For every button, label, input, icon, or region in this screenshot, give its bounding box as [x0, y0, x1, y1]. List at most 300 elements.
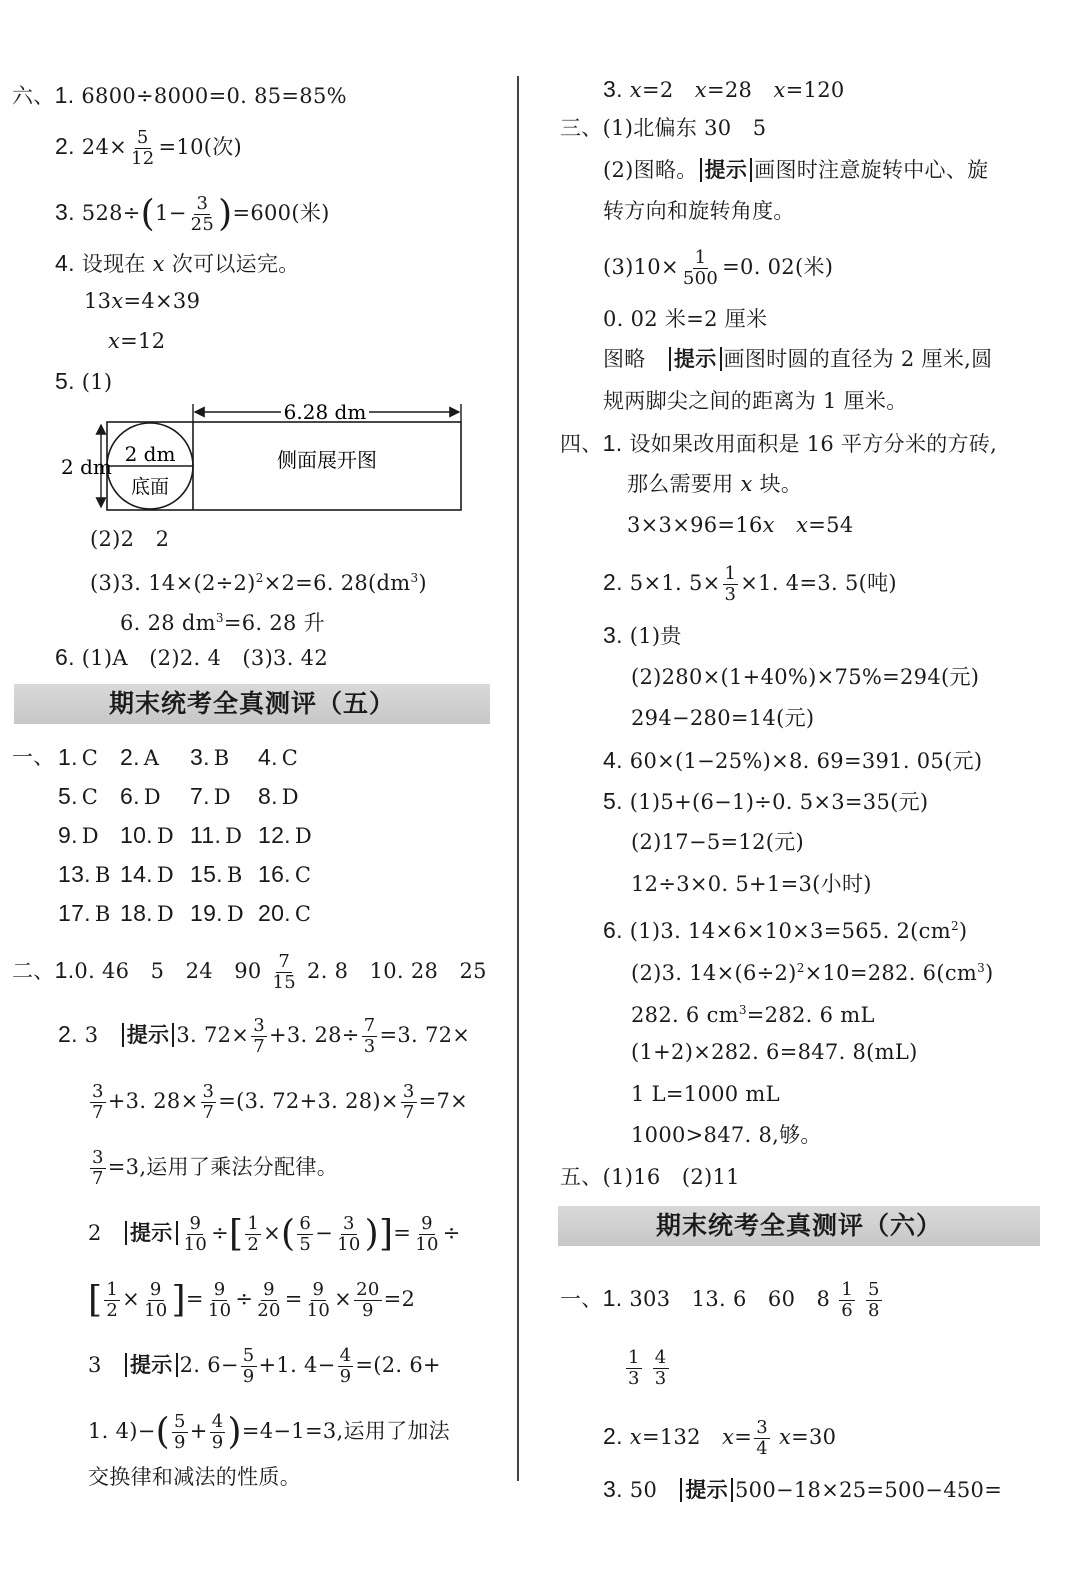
text: 6. 28 dm	[120, 611, 216, 635]
fraction: $\frac{4}{3}$	[654, 1347, 667, 1389]
q5-4	[120, 603, 325, 638]
fraction: $\frac{3}{7}$	[253, 1015, 265, 1057]
mc-answer	[190, 820, 242, 851]
q-number: 1.	[602, 430, 623, 456]
q-number: 2.	[58, 1021, 78, 1047]
q-number: 5.	[603, 788, 623, 814]
base-label: 底面	[130, 476, 170, 498]
superscript: 2	[255, 571, 264, 585]
s4-q6f	[631, 1120, 822, 1150]
text: =2	[641, 78, 695, 102]
q-number: 20.	[258, 900, 291, 926]
bracket: [	[88, 1279, 103, 1321]
mc-answer	[258, 742, 298, 773]
variable: x	[773, 78, 786, 102]
s4-q1b	[627, 469, 802, 499]
choice-letter: D	[156, 824, 175, 848]
s4-q6d	[631, 1037, 918, 1067]
s4-q6b	[631, 953, 994, 988]
text: ×1. 4=3. 5(吨)	[740, 571, 897, 595]
text: =28	[706, 78, 774, 102]
fraction: $\frac{3}{10}$	[337, 1213, 361, 1255]
q-number: 2.	[55, 133, 75, 159]
choice-letter: D	[81, 824, 99, 848]
fraction: $\frac{9}{10}$	[306, 1279, 331, 1321]
text: +	[189, 1419, 208, 1443]
fraction: $\frac{9}{10}$	[144, 1279, 168, 1321]
s4-q6	[603, 911, 967, 946]
text: =7×	[418, 1089, 469, 1113]
mc-answer	[120, 898, 174, 929]
s6-q2	[603, 1418, 836, 1459]
banner-test-6: 期末统考全真测评（六）	[558, 1206, 1040, 1246]
text: 设如果改用面积是 16 平方分米的方砖,	[629, 432, 998, 456]
text: =282. 6 mL	[746, 1003, 875, 1027]
text: =54	[808, 513, 854, 537]
text: (3)10×	[603, 255, 679, 279]
cylinder-net-diagram	[55, 396, 475, 520]
text: 交换律和减法的性质。	[88, 1465, 301, 1489]
q-number: 5.	[58, 783, 78, 809]
mc-answer	[58, 898, 111, 929]
text: 282. 6 cm	[631, 1003, 739, 1027]
choice-letter: D	[156, 902, 175, 926]
p2-q2-line3	[88, 1148, 338, 1189]
q-number: 1.	[58, 744, 78, 770]
text: 3×3×96=16	[627, 513, 763, 537]
fraction: $\frac{9}{10}$	[183, 1213, 208, 1255]
q-number: 1.	[54, 82, 75, 108]
q-number: 6.	[55, 644, 75, 670]
p2-q2-line4	[88, 1214, 461, 1255]
s3-5	[603, 344, 992, 374]
q-number: 17.	[58, 900, 91, 926]
fraction: $\frac{3}{7}$	[92, 1081, 104, 1123]
s3-2	[603, 155, 988, 185]
q-number: 3.	[603, 622, 623, 648]
text: =12	[120, 329, 166, 353]
s4-q4	[603, 745, 982, 776]
height-label: 2 dm	[61, 455, 112, 479]
tip-label: 提示	[122, 1023, 175, 1047]
diameter-label: 2 dm	[124, 442, 176, 466]
tip-label: 提示	[125, 1353, 178, 1377]
text: =	[393, 1221, 412, 1245]
text: 3. 72×	[176, 1023, 250, 1047]
q-number: 12.	[258, 822, 291, 848]
q-number: 4.	[55, 250, 75, 276]
s4-q5c	[631, 869, 872, 899]
text: (2)2 2	[90, 527, 170, 551]
mc-answer	[58, 742, 98, 773]
s3-4	[603, 304, 767, 334]
text: 规两脚尖之间的距离为 1 厘米。	[603, 389, 908, 413]
q-number: 8.	[258, 783, 278, 809]
mc-answer	[120, 820, 174, 851]
superscript: 3	[738, 1003, 747, 1017]
fraction: $\frac{1}{6}$	[841, 1279, 853, 1321]
s4-q3b	[631, 662, 979, 692]
text: )	[985, 961, 994, 985]
fraction: $\frac{9}{20}$	[257, 1279, 281, 1321]
superscript: 2	[950, 919, 959, 933]
text: 那么需要用	[627, 472, 741, 496]
text: =0. 02(米)	[722, 255, 834, 279]
section-head: 四、	[560, 432, 603, 456]
r-q3	[603, 74, 845, 105]
mc-answer	[190, 859, 243, 890]
q-number: 2.	[120, 744, 140, 770]
text: 2. 8 10. 28 25	[307, 959, 487, 983]
text: )	[418, 571, 427, 595]
s4-q3	[603, 620, 682, 651]
fraction: $\frac{4}{9}$	[211, 1411, 224, 1453]
paren: )	[227, 1411, 242, 1453]
fraction: $\frac{7}{15}$	[272, 951, 297, 993]
mc-answer	[190, 781, 231, 812]
s4-q6e	[631, 1079, 780, 1109]
text: 2. 6−	[179, 1353, 239, 1377]
section-6-q4	[55, 248, 300, 279]
text: ÷	[211, 1221, 229, 1245]
text: =	[185, 1287, 204, 1311]
text: +1. 4−	[258, 1353, 336, 1377]
mc-answer	[120, 781, 161, 812]
q-number: 14.	[120, 861, 153, 887]
tip-label: 提示	[669, 347, 722, 371]
fraction: $\frac{6}{5}$	[299, 1213, 312, 1255]
fraction: $\frac{9}{10}$	[415, 1213, 439, 1255]
text: =120	[785, 78, 845, 102]
choice-letter: C	[294, 902, 312, 926]
s4-q1	[560, 428, 997, 459]
section-head: 二、	[12, 959, 55, 983]
s5	[560, 1162, 740, 1192]
q-number: 18.	[120, 900, 153, 926]
q-number: 3.	[603, 1476, 623, 1502]
mc-answer	[58, 781, 98, 812]
text: ×	[122, 1287, 141, 1311]
expr: 24×	[81, 135, 127, 159]
q-number: 19.	[190, 900, 223, 926]
expr: =600(米)	[232, 201, 330, 225]
variable: x	[111, 289, 124, 313]
text: 3	[84, 1023, 120, 1047]
q-number: 9.	[58, 822, 78, 848]
text: 50	[629, 1478, 679, 1502]
mc-answer	[190, 898, 244, 929]
p2-q2-line2	[88, 1082, 468, 1123]
s4-q3c	[631, 703, 814, 733]
q-number: 10.	[120, 822, 153, 848]
q-number: 1.	[54, 957, 75, 983]
choice-letter: B	[226, 863, 243, 887]
tip-label: 提示	[125, 1221, 178, 1245]
variable: x	[629, 78, 642, 102]
variable: x	[796, 513, 809, 537]
text: 画图时圆的直径为 2 厘米,圆	[723, 347, 993, 371]
bracket: ]	[378, 1213, 394, 1255]
text: (1)北偏东 30 5	[602, 116, 767, 140]
text: =	[284, 1287, 303, 1311]
text: 转方向和旋转角度。	[603, 199, 795, 223]
fraction: $\frac{1}{500}$	[682, 247, 719, 289]
text: =132	[641, 1425, 723, 1449]
text: =3. 72×	[379, 1023, 471, 1047]
superscript: 2	[796, 961, 805, 975]
text: ×	[334, 1287, 353, 1311]
choice-letter: C	[81, 746, 99, 770]
q-number: 2.	[603, 569, 623, 595]
mc-answer	[258, 820, 312, 851]
side-label: 侧面展开图	[277, 448, 377, 472]
section-6-q1	[12, 80, 347, 111]
text	[775, 513, 796, 537]
fraction: $\frac{20}{9}$	[356, 1279, 380, 1321]
fraction: $\frac{1}{2}$	[106, 1279, 119, 1321]
text: =2	[383, 1287, 416, 1311]
text: =6. 28 升	[223, 611, 325, 635]
text: ×	[263, 1221, 282, 1245]
text: (1)5+(6−1)÷0. 5×3=35(元)	[629, 790, 929, 814]
text: 294−280=14(元)	[631, 706, 815, 730]
text: 次可以运完。	[164, 252, 300, 276]
choice-letter: C	[281, 746, 299, 770]
text: 5×1. 5×	[629, 571, 721, 595]
choice-letter: D	[294, 824, 313, 848]
s3-1	[560, 113, 766, 143]
text: 画图时注意旋转中心、旋	[754, 158, 989, 182]
text: 500−18×25=500−450=	[735, 1478, 1003, 1502]
q-number: 15.	[190, 861, 223, 887]
text: 60×(1−25%)×8. 69=391. 05(元)	[629, 749, 983, 773]
fraction: $\frac{1}{2}$	[247, 1213, 260, 1255]
section-6-q2	[55, 128, 242, 169]
length-label: 6.28 dm	[283, 400, 367, 424]
s4-q2	[603, 564, 897, 605]
q-number: 4.	[258, 744, 278, 770]
s4-q6c	[631, 995, 875, 1030]
section-6-q5	[55, 366, 112, 397]
variable: x	[108, 329, 121, 353]
text: 2	[88, 1221, 123, 1245]
variable: x	[762, 513, 775, 537]
choice-letter: C	[294, 863, 312, 887]
text: ÷	[235, 1287, 254, 1311]
choice-letter: B	[94, 863, 111, 887]
s4-q1c	[627, 510, 854, 540]
text: (2)图略。	[603, 158, 698, 182]
paren: )	[218, 193, 233, 235]
mc-answer	[120, 742, 159, 773]
expr: 1−	[155, 201, 187, 225]
text: (2)3. 14×(6÷2)	[631, 961, 797, 985]
text: 303 13. 6 60 8	[629, 1287, 831, 1311]
choice-letter: D	[156, 863, 175, 887]
fraction: $\frac{5}{12}$	[131, 127, 155, 169]
choice-letter: C	[81, 785, 99, 809]
paren: (	[155, 1411, 171, 1453]
text: +3. 28×	[107, 1089, 199, 1113]
text: 1. 4)−	[88, 1419, 156, 1443]
s3-2b	[603, 196, 795, 226]
text: (2)17−5=12(元)	[631, 830, 805, 854]
section-6-q6	[55, 642, 328, 673]
s6-q3	[603, 1474, 1002, 1505]
q-number: 7.	[190, 783, 210, 809]
q-number: 11.	[190, 822, 222, 848]
text: (1)A (2)2. 4 (3)3. 42	[81, 646, 328, 670]
mc-answer	[120, 859, 174, 890]
bracket: ]	[171, 1279, 186, 1321]
superscript: 3	[410, 571, 419, 585]
q-number: 6.	[603, 917, 623, 943]
q-number: 5.	[55, 368, 75, 394]
fraction: $\frac{4}{9}$	[339, 1345, 352, 1387]
variable: x	[722, 1425, 735, 1449]
variable: x	[740, 472, 753, 496]
answer-text: 6800÷8000=0. 85=85%	[81, 84, 347, 108]
q-number: 3.	[55, 199, 75, 225]
text: 设现在	[81, 252, 153, 276]
section-head: 五、	[560, 1165, 603, 1189]
section-head: 一、	[12, 745, 55, 769]
q-number: 2.	[603, 1423, 623, 1449]
variable: x	[694, 78, 707, 102]
fraction: $\frac{9}{10}$	[207, 1279, 232, 1321]
s6-q1b	[624, 1348, 671, 1389]
text: =4−1=3,运用了加法	[241, 1419, 450, 1443]
fraction: $\frac{3}{4}$	[756, 1417, 768, 1459]
q5-3	[90, 563, 427, 598]
text: ×2=6. 28(dm	[263, 571, 411, 595]
s3-6	[603, 386, 908, 416]
text: (1+2)×282. 6=847. 8(mL)	[631, 1040, 918, 1064]
text: =3,运用了乘法分配律。	[107, 1155, 338, 1179]
q-number: 6.	[120, 783, 140, 809]
q-number: 1.	[602, 1285, 623, 1311]
text: (1)贵	[629, 624, 682, 648]
q5-2	[90, 524, 169, 554]
mc-answer	[190, 742, 230, 773]
paren: (	[140, 193, 156, 235]
text: 0. 46 5 24 90	[74, 959, 262, 983]
q4-line2	[84, 286, 200, 316]
p2-q2-line7	[88, 1412, 450, 1453]
q-number: 3.	[190, 744, 210, 770]
q-number: 3.	[603, 76, 623, 102]
choice-letter: D	[213, 785, 231, 809]
mc-answer	[258, 859, 311, 890]
choice-letter: D	[281, 785, 299, 809]
text: 块。	[752, 472, 803, 496]
q-number: 13.	[58, 861, 91, 887]
text: =(3. 72+3. 28)×	[218, 1089, 399, 1113]
section-head: 三、	[560, 116, 603, 140]
banner-test-5: 期末统考全真测评（五）	[14, 684, 490, 724]
q-number: 16.	[258, 861, 291, 887]
text: ×10=282. 6(cm	[804, 961, 978, 985]
fraction: $\frac{1}{3}$	[724, 563, 737, 605]
superscript: 3	[977, 961, 986, 975]
text: (2)280×(1+40%)×75%=294(元)	[631, 665, 980, 689]
fraction: $\frac{3}{7}$	[92, 1147, 104, 1189]
p2-q2-line6	[88, 1346, 441, 1387]
text: =30	[791, 1425, 837, 1449]
q-number: 4.	[603, 747, 623, 773]
text: (3)3. 14×(2÷2)	[90, 571, 256, 595]
mc-answer	[258, 781, 299, 812]
paren: )	[364, 1213, 379, 1255]
s4-q5b	[631, 827, 804, 857]
section-6-q3	[55, 194, 330, 235]
q4-line3	[108, 326, 165, 356]
text: +3. 28÷	[268, 1023, 360, 1047]
expr: 528÷	[81, 201, 141, 225]
choice-letter: D	[226, 902, 245, 926]
s6-q1	[560, 1280, 884, 1321]
mc-answer	[58, 820, 99, 851]
bracket: [	[229, 1213, 244, 1255]
variable: x	[778, 1425, 792, 1449]
fraction: $\frac{5}{8}$	[867, 1279, 880, 1321]
s3-3	[603, 248, 833, 289]
tip-label: 提示	[680, 1478, 733, 1502]
fraction: $\frac{1}{3}$	[628, 1347, 640, 1389]
text: 0. 02 米=2 厘米	[603, 307, 768, 331]
p2-q1	[12, 952, 487, 993]
text: (1)	[81, 370, 113, 394]
text: =	[734, 1425, 753, 1449]
text: 3	[88, 1353, 123, 1377]
fraction: $\frac{3}{25}$	[190, 193, 215, 235]
fraction: $\frac{5}{9}$	[174, 1411, 186, 1453]
section-head: 六、	[12, 84, 55, 108]
choice-letter: D	[225, 824, 243, 848]
variable: x	[152, 252, 165, 276]
p2-q2-line8	[88, 1462, 301, 1492]
text: (1)16 (2)11	[602, 1165, 740, 1189]
section-head: 一、	[560, 1287, 603, 1311]
choice-letter: D	[143, 785, 161, 809]
p1-head	[12, 742, 55, 772]
variable: x	[629, 1425, 642, 1449]
text: 12÷3×0. 5+1=3(小时)	[631, 872, 872, 896]
text: 13	[84, 289, 112, 313]
text: =4×39	[123, 289, 201, 313]
fraction: $\frac{3}{7}$	[202, 1081, 215, 1123]
s4-q5	[603, 786, 928, 817]
fraction: $\frac{3}{7}$	[402, 1081, 415, 1123]
choice-letter: B	[213, 746, 230, 770]
superscript: 3	[215, 611, 224, 625]
choice-letter: B	[94, 902, 111, 926]
text: 1000>847. 8,够。	[631, 1123, 822, 1147]
text: (1)3. 14×6×10×3=565. 2(cm	[629, 919, 951, 943]
p2-q2-line5	[88, 1280, 415, 1321]
text: )	[958, 919, 968, 943]
expr: =10(次)	[158, 135, 243, 159]
mc-answer	[258, 898, 311, 929]
p2-q2-line1	[58, 1016, 470, 1057]
column-divider	[517, 76, 519, 1481]
text: 1 L=1000 mL	[631, 1082, 780, 1106]
tip-label: 提示	[700, 158, 753, 182]
text: =(2. 6+	[355, 1353, 441, 1377]
text: −	[315, 1221, 334, 1245]
text: ÷	[442, 1221, 461, 1245]
paren: (	[281, 1213, 296, 1255]
